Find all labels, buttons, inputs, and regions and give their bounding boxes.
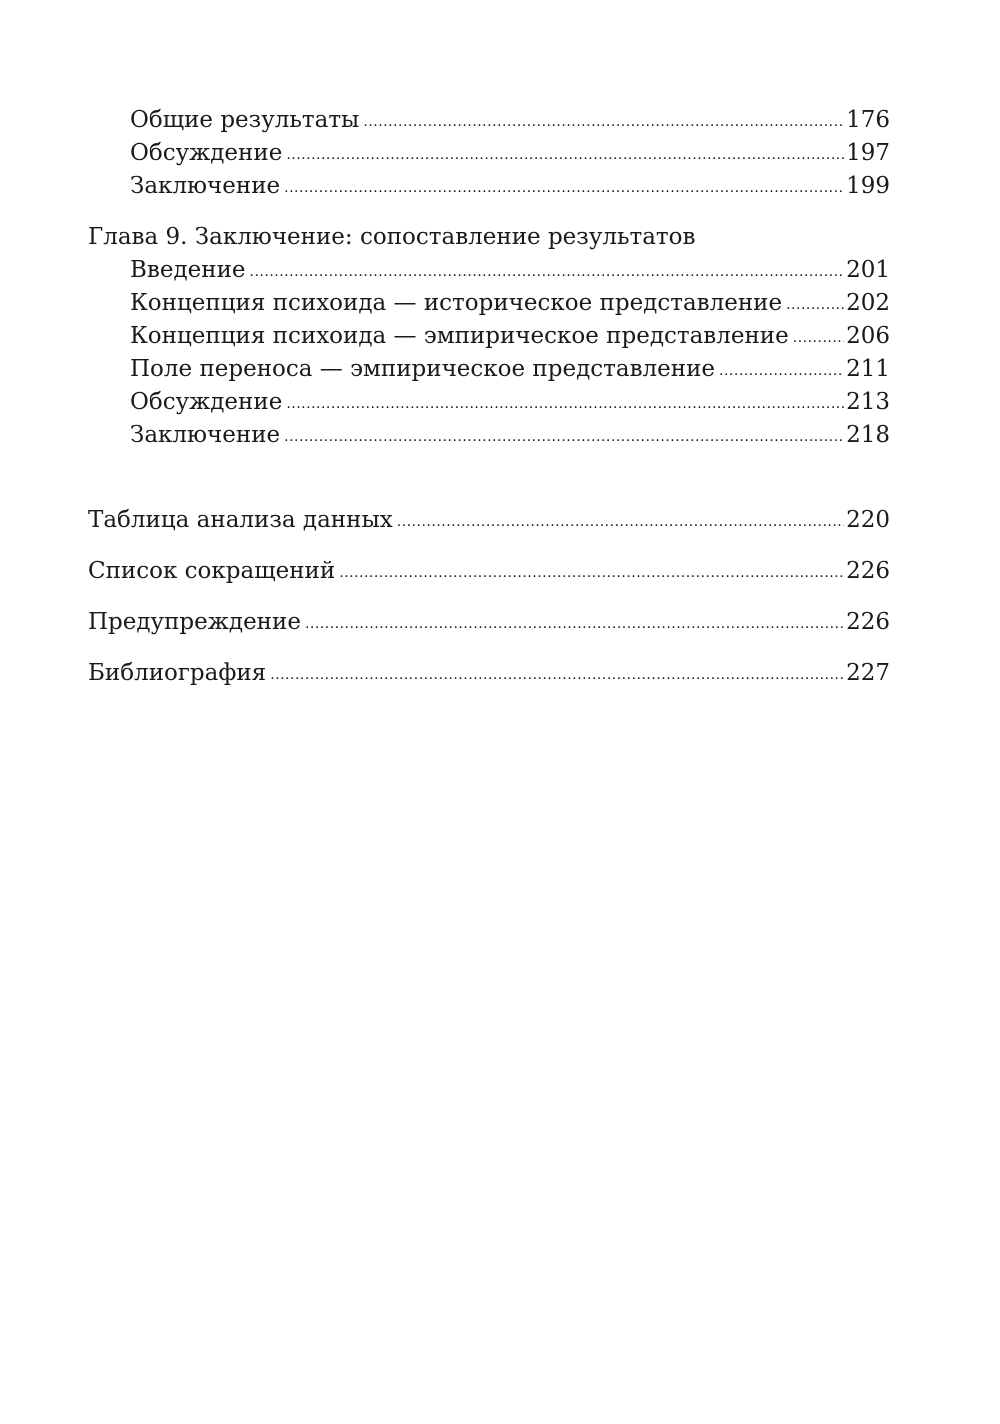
toc-entry-title: Список сокращений (88, 558, 336, 584)
dot-leader (286, 136, 844, 172)
toc-entry-page: 218 (846, 422, 890, 448)
toc-entry[interactable] (88, 606, 890, 639)
toc-entry[interactable] (88, 137, 890, 170)
dot-leader (250, 253, 845, 289)
chapter-heading[interactable]: Глава 9. Заключение: сопоставление результатов (88, 224, 696, 250)
toc-entry-title: Обсуждение (130, 389, 283, 415)
toc-entry[interactable] (88, 320, 890, 353)
dot-leader (786, 286, 844, 322)
section-spacer (88, 452, 890, 504)
toc-entry-title: Библиография (88, 660, 267, 686)
toc-entry-title: Таблица анализа данных (88, 507, 393, 533)
toc-entry-page: 227 (846, 660, 890, 686)
toc-entry-page: 220 (846, 507, 890, 533)
toc-entry-page: 202 (846, 290, 890, 316)
toc-entry[interactable] (88, 170, 890, 203)
toc-entry-title: Предупреждение (88, 609, 301, 635)
toc-entry[interactable] (88, 353, 890, 386)
dot-leader (793, 319, 844, 355)
dot-leader (284, 169, 844, 205)
toc-entry[interactable] (88, 254, 890, 287)
toc-entry-page: 206 (846, 323, 890, 349)
toc-entry-page: 197 (846, 140, 890, 166)
toc-entry-title: Введение (130, 257, 246, 283)
toc-entry-title: Общие результаты (130, 107, 360, 133)
toc-entry[interactable] (88, 104, 890, 137)
toc-entry-page: 201 (846, 257, 890, 283)
toc-entry-title: Заключение (130, 422, 281, 448)
toc-entry[interactable] (88, 287, 890, 320)
toc-entry-title: Концепция психоида — эмпирическое представление (130, 323, 789, 349)
dot-leader (286, 385, 844, 421)
dot-leader (363, 103, 844, 139)
toc-entry-page: 176 (846, 107, 890, 133)
table-of-contents (88, 104, 890, 708)
dot-leader (270, 656, 844, 692)
dot-leader (397, 503, 844, 539)
toc-entry-page: 226 (846, 558, 890, 584)
toc-entry-title: Обсуждение (130, 140, 283, 166)
toc-entry-page: 211 (846, 356, 890, 382)
dot-leader (719, 352, 844, 388)
dot-leader (284, 418, 844, 454)
toc-entry-page: 199 (846, 173, 890, 199)
toc-entry-page: 226 (846, 609, 890, 635)
toc-entry-title: Поле переноса — эмпирическое представление (130, 356, 716, 382)
toc-entry-title: Заключение (130, 173, 281, 199)
toc-entry-page: 213 (846, 389, 890, 415)
toc-entry[interactable] (88, 555, 890, 588)
toc-entry-title: Концепция психоида — историческое представление (130, 290, 783, 316)
toc-entry[interactable] (88, 657, 890, 690)
dot-leader (339, 554, 844, 590)
dot-leader (305, 605, 844, 641)
toc-entry[interactable] (88, 504, 890, 537)
toc-entry[interactable] (88, 386, 890, 419)
toc-entry[interactable] (88, 419, 890, 452)
